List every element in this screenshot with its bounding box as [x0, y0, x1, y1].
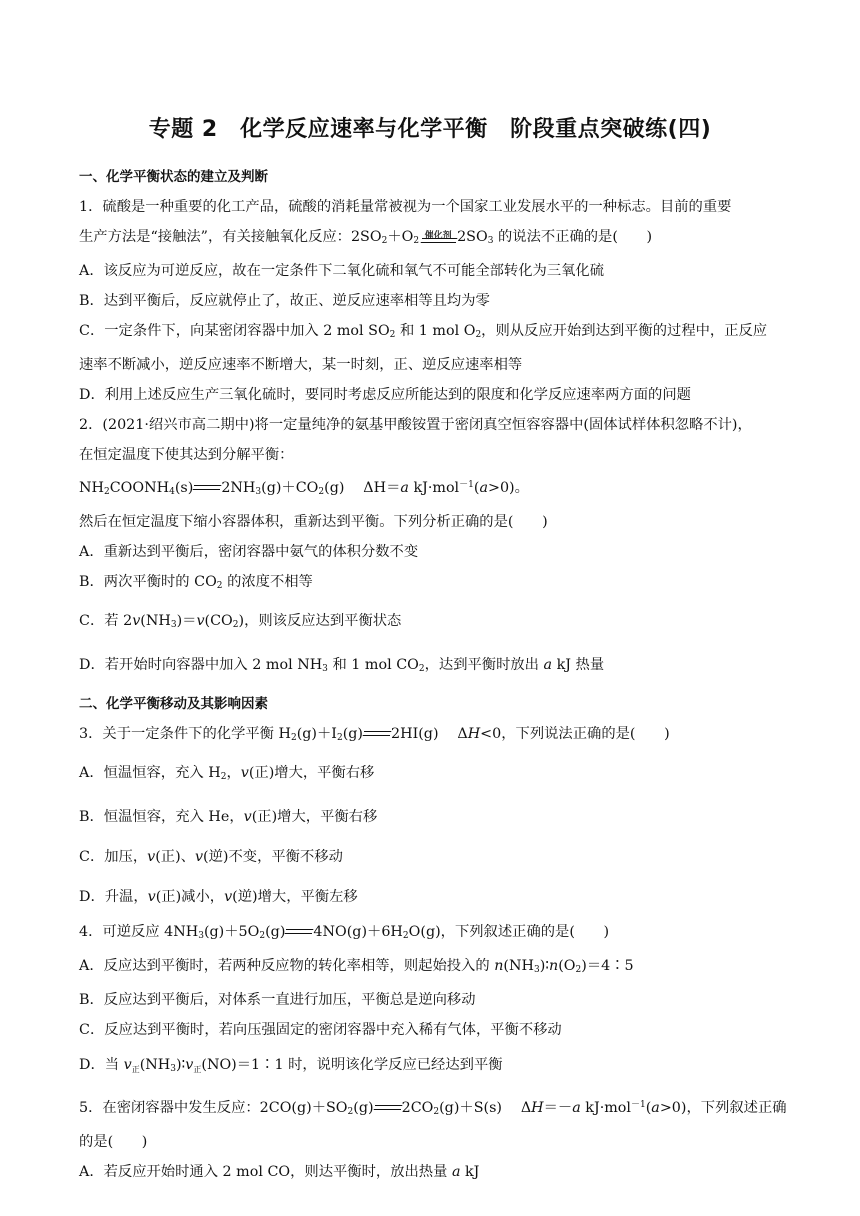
- page-title: 专题 2 化学反应速率与化学平衡 阶段重点突破练(四): [148, 117, 712, 142]
- q2-stem-line4: 然后在恒定温度下缩小容器体积，重新达到平衡。下列分析正确的是( ): [79, 514, 548, 530]
- catalyst-label: 催化剂: [424, 231, 452, 241]
- q5-option-a: A．若反应开始时通入 2 mol CO，则达平衡时，放出热量 a kJ: [79, 1164, 480, 1180]
- q3-option-a: A．恒温恒容，充入 $H_2$，v(正)增大，平衡右移: [79, 765, 375, 782]
- equilibrium-arrow-icon: [364, 729, 390, 739]
- q1-option-c-line1: C．一定条件下，向某密闭容器中加入 2 mol $SO_2$ 和 1 mol $O_2$，则从反应开始到达到平衡的过程中，正反应: [79, 323, 768, 340]
- q1-option-c-line2: 速率不断减小，逆反应速率不断增大，某一时刻，正、逆反应速率相等: [79, 357, 523, 373]
- q2-option-c: C．若 $2v(NH_3)=v(CO_2)$，则该反应达到平衡状态: [79, 613, 402, 630]
- q2-stem-line2: 在恒定温度下使其达到分解平衡：: [79, 447, 294, 463]
- document-body: [79, 162, 787, 1187]
- q3-option-d: D．升温，v(正)减小，v(逆)增大，平衡左移: [79, 889, 358, 905]
- q4-option-a: A．反应达到平衡时，若两种反应物的转化率相等，则起始投入的 $n(NH_3)∶n(O_2)=4∶5$: [79, 958, 634, 975]
- q1-option-b: B．达到平衡后，反应就停止了，故正、逆反应速率相等且均为零: [79, 293, 490, 309]
- q3-option-c: C．加压，v(正)、v(逆)不变，平衡不移动: [79, 849, 343, 865]
- q1-option-d: D．利用上述反应生产三氧化硫时，要同时考虑反应所能达到的限度和化学反应速率两方面的问题: [79, 387, 691, 403]
- q3-option-b: B．恒温恒容，充入 He，v(正)增大，平衡右移: [79, 809, 378, 825]
- q1-stem-line2: 生产方法是“接触法”，有关接触氧化反应：$2SO_2+O_2$ 催化剂 $2SO_3$ 的说法不正确的是( ): [79, 222, 784, 256]
- q1-stem-line1: 1．硫酸是一种重要的化工产品，硫酸的消耗量常被视为一个国家工业发展水平的一种标志。目前的重要: [79, 199, 732, 215]
- q2-option-b: B．两次平衡时的 $CO_2$ 的浓度不相等: [79, 574, 313, 591]
- q2-equation: $NH_2COONH_4(s)$ $2NH_3(g)+CO_2(g)$ ΔH＝a kJ·mol$^{-1}$(a>0)。: [79, 480, 529, 497]
- q2-option-d: D．若开始时向容器中加入 2 mol $NH_3$ 和 1 mol $CO_2$，达到平衡时放出 a kJ 热量: [79, 657, 605, 674]
- q5-stem-line1: 5．在密闭容器中发生反应：$2CO(g)+SO_2(g)$ $2CO_2(g)+S(s)$ ΔH＝－a kJ·mol$^{-1}$(a>0)，下列叙述正确: [79, 1100, 787, 1117]
- catalyst-equilibrium-arrow: [419, 230, 457, 244]
- q4-option-b: B．反应达到平衡后，对体系一直进行加压，平衡总是逆向移动: [79, 992, 476, 1008]
- section-heading-1: 一、化学平衡状态的建立及判断: [79, 169, 268, 185]
- equilibrium-arrow-icon: [375, 1103, 401, 1113]
- q2-stem-line1: 2．(2021·绍兴市高二期中)将一定量纯净的氨基甲酸铵置于密闭真空恒容容器中(固体试样体积忽略不计)，: [79, 417, 752, 433]
- q5-stem-line2: 的是( ): [79, 1134, 148, 1150]
- q2-option-a: A．重新达到平衡后，密闭容器中氨气的体积分数不变: [79, 544, 419, 560]
- equilibrium-arrow-icon: [422, 236, 456, 246]
- q4-option-c: C．反应达到平衡时，若向压强固定的密闭容器中充入稀有气体，平衡不移动: [79, 1022, 562, 1038]
- q3-stem: 3．关于一定条件下的化学平衡 $H_2(g)+I_2(g)$ 2HI(g) ΔH<0，下列说法正确的是( ): [79, 726, 670, 743]
- section-heading-2: 二、化学平衡移动及其影响因素: [79, 696, 268, 712]
- q4-option-d: D．当 $v_正(NH_3)∶v_正(NO)=1∶1$ 时，说明该化学反应已经达到平衡: [79, 1057, 503, 1074]
- q1-option-a: A．该反应为可逆反应，故在一定条件下二氧化硫和氧气不可能全部转化为三氧化硫: [79, 263, 605, 279]
- q4-stem: 4．可逆反应 $4NH_3(g)+5O_2(g)$ $4NO(g)+6H_2O(g)$，下列叙述正确的是( ): [79, 924, 610, 941]
- equilibrium-arrow-icon: [194, 483, 220, 493]
- equilibrium-arrow-icon: [286, 927, 312, 937]
